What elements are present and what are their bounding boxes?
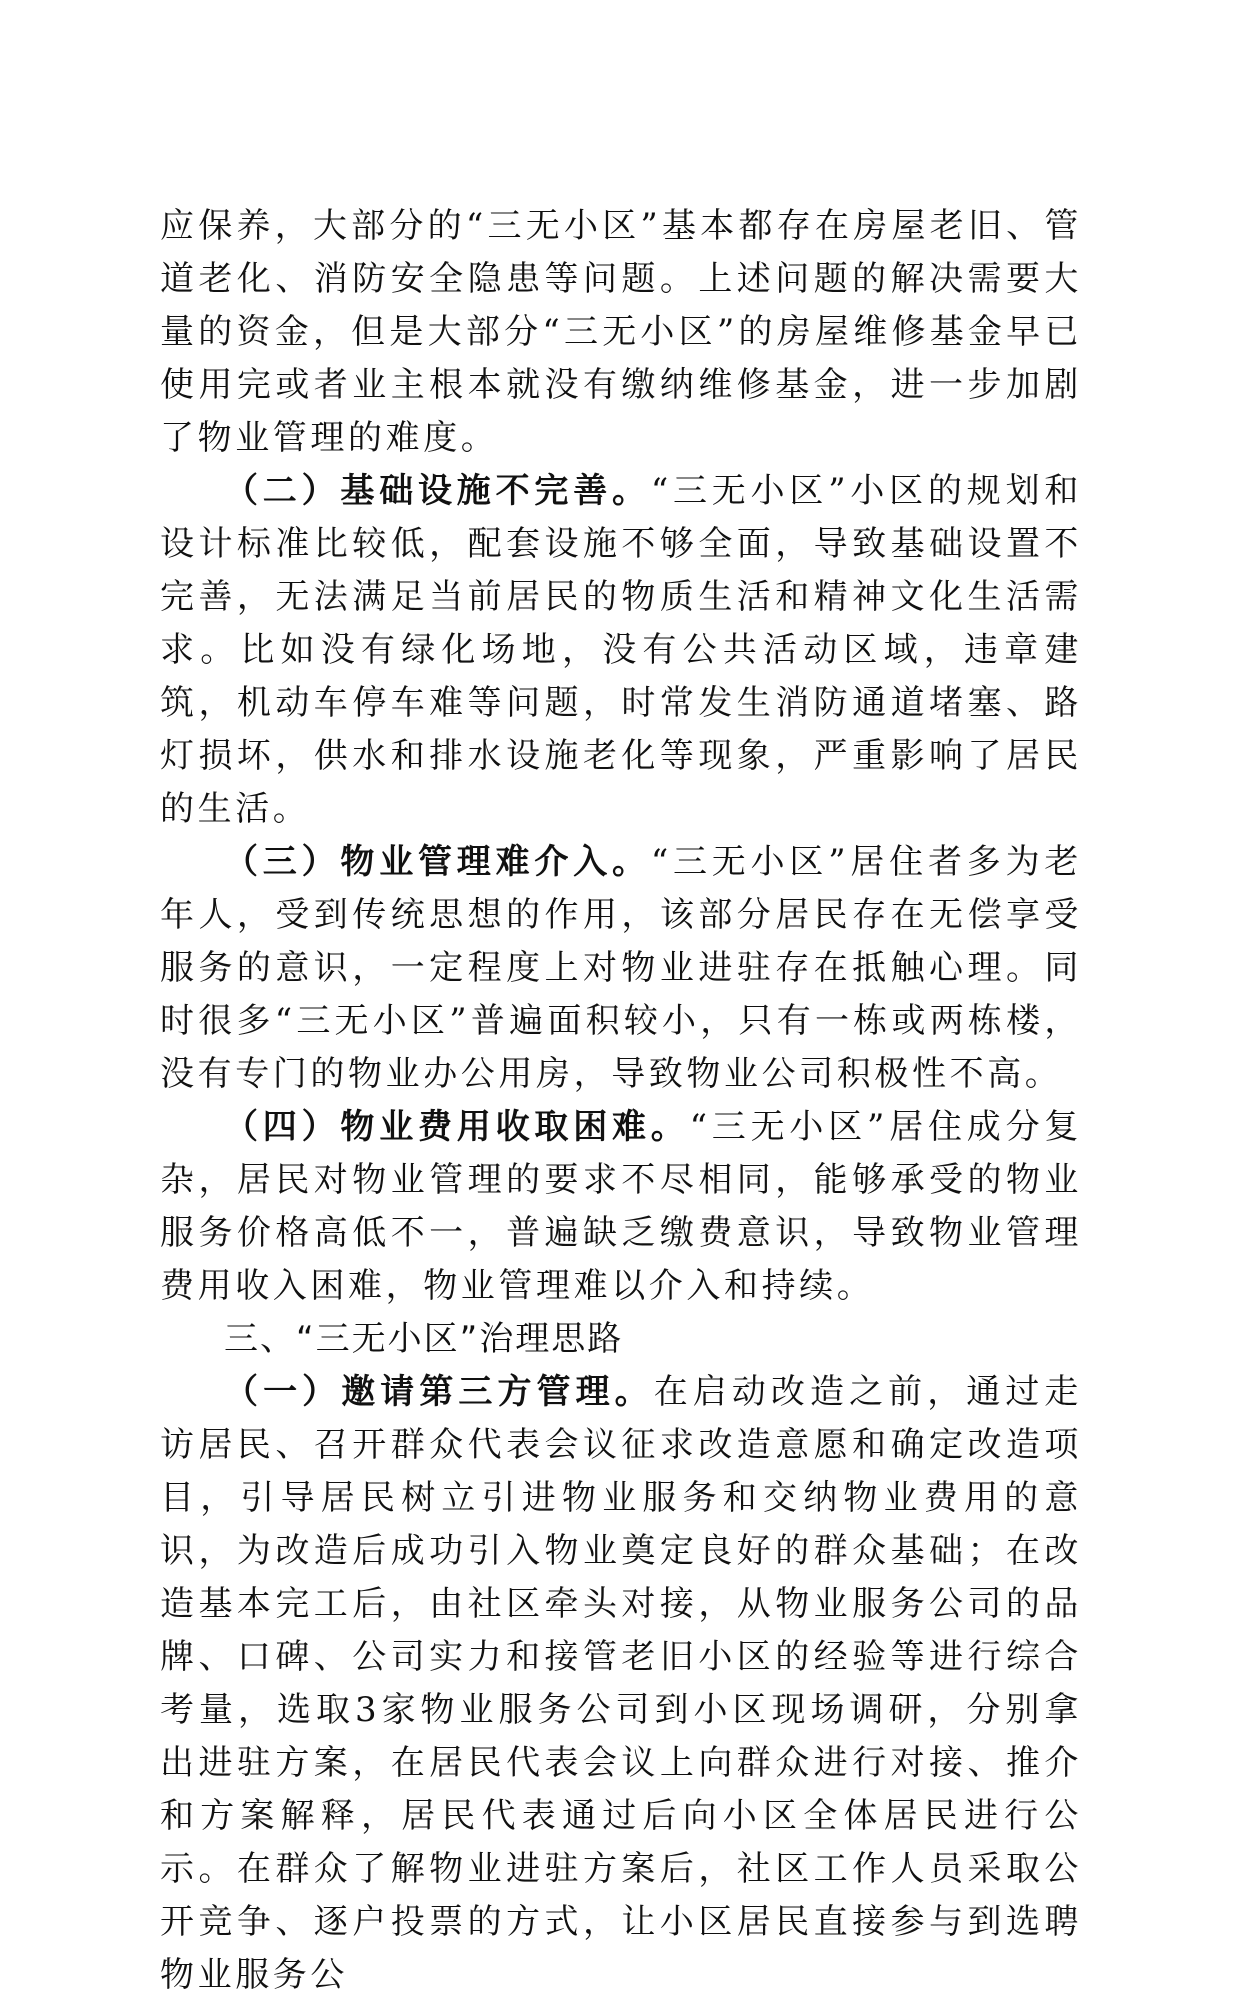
paragraph-infrastructure (160, 465, 1082, 836)
paragraph-text: 应保养，大部分的“三无小区”基本都存在房屋老旧、管道老化、消防安全隐患等问题。上述问题的解决需要大量的资金，但是大部分“三无小区”的房屋维修基金早已使用完或者业主根本就没有缴纳维修基金，进一步加剧了物业管理的难度。 (160, 206, 1082, 458)
paragraph-text: “三无小区”小区的规划和设计标准比较低，配套设施不够全面，导致基础设置不完善，无法满足当前居民的物质生活和精神文化生活需求。比如没有绿化场地，没有公共活动区域，违章建筑，机动车停车难等问题，时常发生消防通道堵塞、路灯损坏，供水和排水设施老化等现象，严重影响了居民的生活。 (160, 471, 1082, 829)
paragraph-text: “三无小区”居住成分复杂，居民对物业管理的要求不尽相同，能够承受的物业服务价格高低不一，普遍缺乏缴费意识，导致物业管理费用收入困难，物业管理难以介入和持续。 (160, 1107, 1082, 1306)
paragraph-lead: （二）基础设施不完善。 (224, 471, 651, 511)
paragraph-text: 在启动改造之前，通过走访居民、召开群众代表会议征求改造意愿和确定改造项目，引导居民树立引进物业服务和交纳物业费用的意识，为改造后成功引入物业奠定良好的群众基础；在改造基本完工后，由社区牵头对接，从物业服务公司的品牌、口碑、公司实力和接管老旧小区的经验等进行综合考量，选取3家物业服务公司到小区现场调研，分别拿出进驻方案，在居民代表会议上向群众进行对接、推介和方案解释，居民代表通过后向小区全体居民进行公示。在群众了解物业进驻方案后，社区工作人员采取公开竞争、逐户投票的方式，让小区居民直接参与到选聘物业服务公 (160, 1372, 1082, 1995)
paragraph-lead: （三）物业管理难介入。 (224, 842, 651, 882)
paragraph-fee-collection (160, 1101, 1082, 1313)
paragraph-lead: （四）物业费用收取困难。 (224, 1107, 690, 1147)
paragraph-lead: （一）邀请第三方管理。 (224, 1372, 654, 1412)
paragraph-property-management (160, 836, 1082, 1101)
paragraph-text: “三无小区”居住者多为老年人，受到传统思想的作用，该部分居民存在无偿享受服务的意识，一定程度上对物业进驻存在抵触心理。同时很多“三无小区”普遍面积较小，只有一栋或两栋楼，没有专门的物业办公用房，导致物业公司积极性不高。 (160, 842, 1082, 1094)
document-body (160, 200, 1082, 2002)
paragraph-continuation (160, 200, 1082, 465)
section-heading: 三、“三无小区”治理思路 (224, 1319, 624, 1359)
paragraph-third-party (160, 1366, 1082, 2002)
